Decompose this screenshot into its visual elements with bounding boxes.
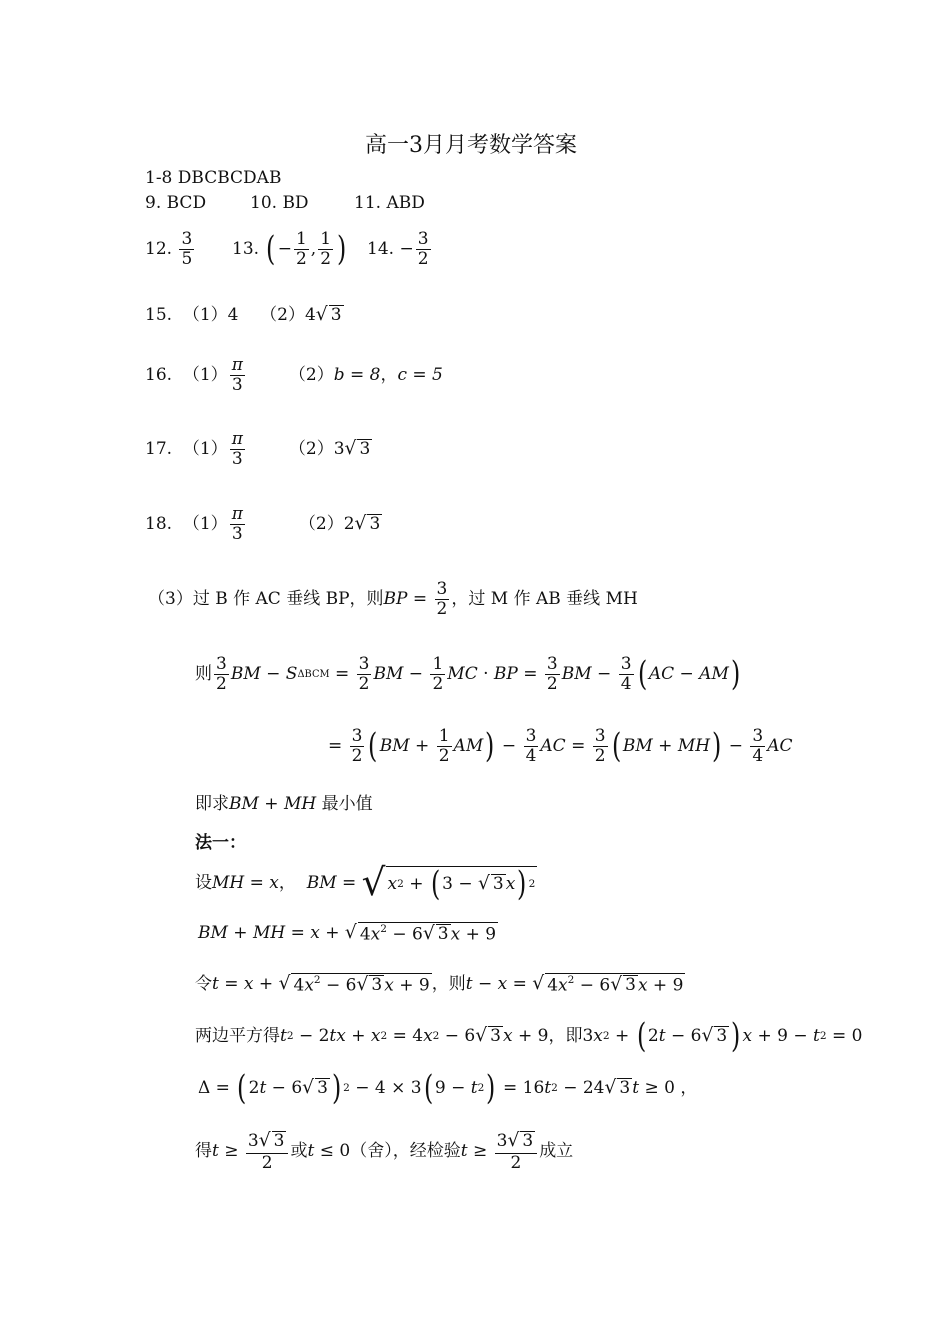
equation-2: = $\frac{3}{2}$ ( BM + $\frac{1}{2}$ AM ) − $\frac{3}{4}$ AC = $\frac{3}{2}$ ( BM + MH ) − $\frac{3}{4}$ AC xyxy=(328,725,793,766)
answer-16: 16. （1） $\frac{\pi}{3}$ （2） b = 8 ， c = 5 xyxy=(145,355,443,395)
answer-12: 12. $\frac{3}{5}$ xyxy=(145,229,193,269)
answer-9: 9. BCD xyxy=(145,193,207,213)
answer-10: 10. BD xyxy=(250,193,309,213)
mc-answers-1-8: 1-8 DBCBCDAB xyxy=(145,168,282,188)
equation-1: 则 $\frac{3}{2}$ BM − S ΔBCM = $\frac{3}{2}$ BM − $\frac{1}{2}$ MC · BP = $\frac{3}{2}$ BM − $\frac{3}{4}$ ( AC − AM ) xyxy=(195,653,741,694)
method-1-heading: 法一： xyxy=(195,833,246,853)
equation-result: 得 t ≥ $\frac{3√ 3}{2}$ 或 t ≤ 0 （舍），经检验 t ≥ $\frac{3√ 3}{2}$ 成立 xyxy=(195,1130,574,1173)
answer-14: 14. − $\frac{3}{2}$ xyxy=(367,229,429,269)
equation-discriminant: Δ = ( 2 t − 6 √ 3 ) 2 − 4 × 3 ( 9 − t 2 ) = 16 t 2 − 24 √ 3 t ≥ 0 ， xyxy=(198,1068,698,1108)
fraction: $\frac{3}{5}$ xyxy=(181,229,193,269)
part3-intro: （3）过 B 作 AC 垂线 BP，则 BP = $\frac{3}{2}$ ，过 M 作 AB 垂线 MH xyxy=(148,579,638,619)
equation-square: 两边平方得 t 2 − 2 tx + x 2 = 4 x 2 − 6 √ 3 x + 9 ，即 3 x 2 + ( 2 t − 6 √ 3 ) x + 9 − t 2 = 0 xyxy=(195,1016,863,1056)
seek-min: 即求 BM + MH 最小值 xyxy=(195,794,373,814)
equation-sum: BM + MH = x + √ $4x^2 - 6√$ 3 x + 9 xyxy=(198,922,497,945)
answer-18: 18. （1） $\frac{\pi}{3}$ （2）2 √ 3 xyxy=(145,504,381,544)
equation-let: 设 MH = x ， BM = √ x 2 + ( 3 − √ 3 x ) 2 xyxy=(195,860,536,904)
answer-13: 13. ( − $\frac{1}{2}$ , $\frac{1}{2}$ ) xyxy=(232,228,347,269)
answer-11: 11. ABD xyxy=(354,193,425,213)
answer-15: 15. （1）4 （2）4 √ 3 xyxy=(145,303,342,325)
equation-sub: 令 t = x + √ $4x^2 - 6√$ 3 x + 9 ，则 t − x = √ $4x^2 - 6√$ 3 x + 9 xyxy=(195,973,684,996)
page-title: 高一3月月考数学答案 xyxy=(365,133,577,158)
answer-17: 17. （1） $\frac{\pi}{3}$ （2）3 √ 3 xyxy=(145,429,371,469)
